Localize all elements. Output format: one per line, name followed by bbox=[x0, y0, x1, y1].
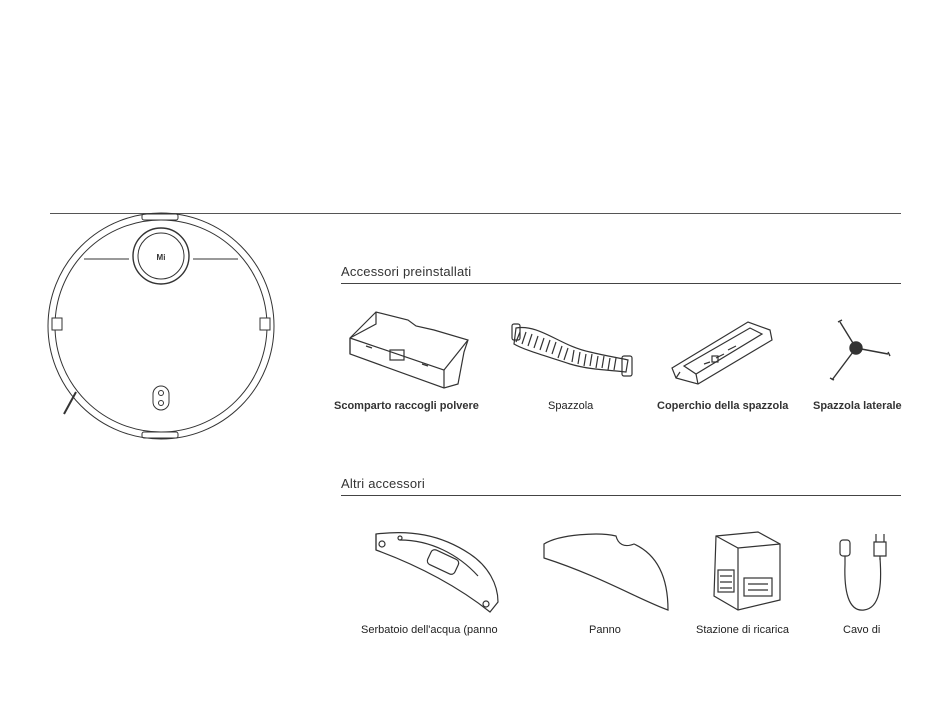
section-title-other: Altri accessori bbox=[341, 476, 425, 491]
robot-vacuum-icon bbox=[44, 212, 278, 442]
section-divider bbox=[341, 495, 901, 496]
section-title-preinstalled: Accessori preinstallati bbox=[341, 264, 472, 279]
item-label: Coperchio della spazzola bbox=[657, 400, 789, 412]
item-label: Scomparto raccogli polvere bbox=[334, 400, 479, 412]
mi-logo: Mi bbox=[156, 253, 166, 262]
water-tank-icon bbox=[370, 528, 502, 616]
item-label: Serbatoio dell'acqua (panno bbox=[361, 624, 498, 636]
side-brush-icon bbox=[826, 318, 892, 384]
item-label: Spazzola laterale bbox=[813, 400, 902, 412]
main-brush-icon bbox=[510, 318, 634, 382]
item-label: Panno bbox=[589, 624, 621, 636]
section-divider bbox=[341, 283, 901, 284]
item-label: Cavo di bbox=[843, 624, 881, 636]
mop-cloth-icon bbox=[540, 530, 672, 614]
charging-dock-icon bbox=[708, 530, 786, 614]
item-label: Stazione di ricarica bbox=[696, 624, 789, 636]
dust-bin-icon bbox=[346, 310, 471, 390]
brush-cover-icon bbox=[668, 318, 774, 388]
item-label: Spazzola bbox=[548, 400, 594, 412]
power-cord-icon bbox=[834, 530, 896, 614]
